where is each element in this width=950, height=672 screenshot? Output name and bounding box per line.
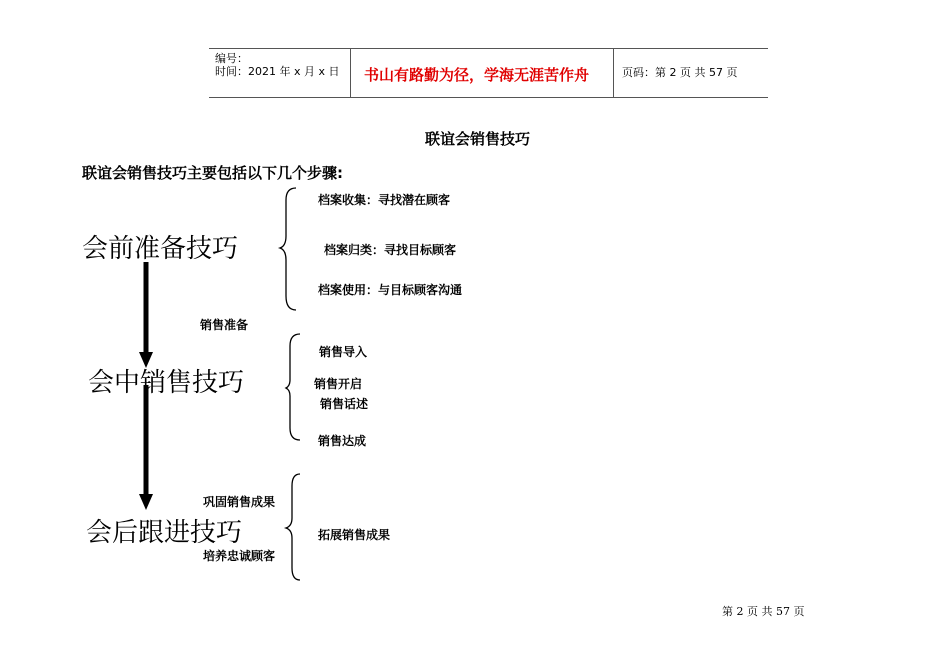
stage-item: 销售导入 (319, 345, 368, 359)
stage-in-meeting: 会中销售技巧 (88, 368, 245, 398)
document-intro: 联谊会销售技巧主要包括以下几个步骤: (82, 164, 344, 182)
stage-item: 销售达成 (318, 434, 367, 448)
stage-post-meeting: 会后跟进技巧 (86, 518, 243, 548)
footer-page-number: 第 2 页 共 57 页 (722, 605, 805, 618)
motto: 书山有路勤为径，学海无涯苦作舟 (364, 66, 590, 84)
stage-brace (280, 188, 296, 310)
serial-label: 编号： (215, 52, 248, 65)
stage-left-item: 培养忠诚顾客 (203, 549, 276, 563)
connector-label: 销售准备 (200, 318, 249, 332)
stage-brace (286, 474, 300, 580)
stage-left-item: 巩固销售成果 (203, 495, 276, 509)
document-title: 联谊会销售技巧 (425, 130, 531, 148)
flow-arrow-head (139, 494, 153, 510)
stage-brace (286, 334, 300, 440)
stage-item: 档案收集：寻找潜在顾客 (318, 193, 451, 207)
stage-item: 销售话述 (320, 397, 369, 411)
stage-item: 档案归类：寻找目标顾客 (324, 243, 457, 257)
stage-item: 销售开启 (314, 377, 363, 391)
page-info: 页码：第 2 页 共 57 页 (622, 66, 738, 79)
stage-pre-meeting: 会前准备技巧 (82, 234, 239, 264)
stage-item: 档案使用：与目标顾客沟通 (318, 283, 463, 297)
stage-item: 拓展销售成果 (318, 528, 391, 542)
time-label: 时间：2021 年 x 月 x 日 (215, 65, 340, 78)
